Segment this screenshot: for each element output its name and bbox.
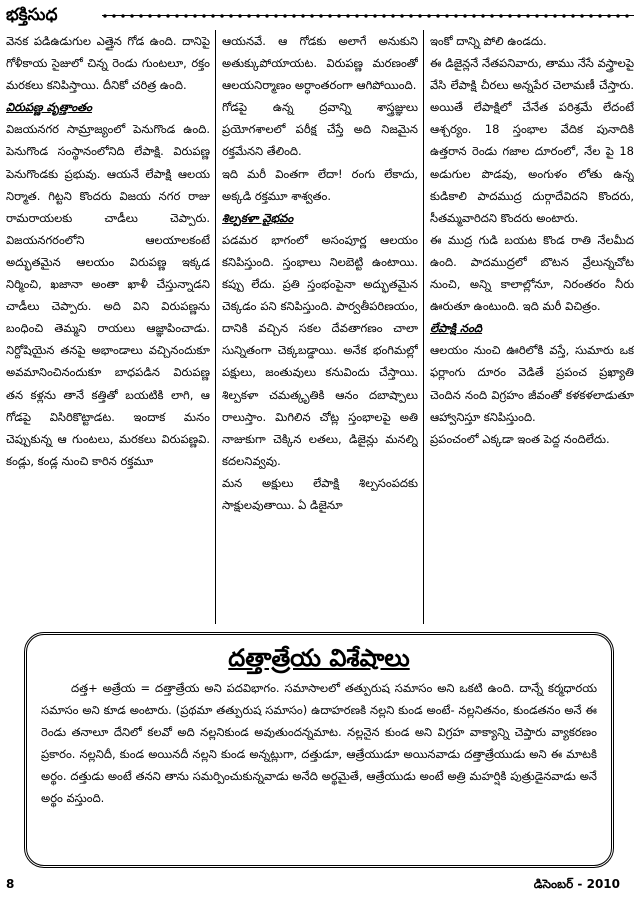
article-columns	[6, 30, 634, 624]
paragraph: ఇంకో దాన్ని పోలి ఉండదు.	[430, 34, 547, 48]
paragraph: ఇది మరీ వింతగా లేదా! రంగు లేకాదు, అక్కడి రక్తమూ శాశ్వతం.	[222, 166, 418, 203]
box-title: దత్తాత్రేయ విశేషాలు	[228, 644, 410, 672]
section-heading-nandi: లేపాక్షి నంది	[430, 321, 483, 336]
paragraph: ఆయనవే. ఆ గోడకు అలాగే అనుకుని అతుక్కుపోయాయట. విరుపణ్ణ మరణంతో ఆలయనిర్మాణం అర్ధాంతరంగా ఆగిపోయింది.	[222, 34, 418, 93]
paragraph: ప్రపంచంలో ఎక్కడా ఇంత పెద్ద నందిలేదు.	[430, 431, 610, 446]
paragraph: విజయనగర సామ్రాజ్యంలో పెనుగొండ ఉంది. పెనుగొండ సంస్థానంలోనిది లేపాక్షి. విరుపణ్ణ పెనుగొండకు ప్రభువు. ఆయనే లేపాక్షి ఆలయ నిర్మాత. గిట్టని కొందరు విజయ నగర రాజు రామరాయలకు చాడీలు చెప్పారు. విజయనగరంలోని ఆలయాలకంటే అద్భుతమైన ఆలయం విరుపణ్ణ ఇక్కడ నిర్మించి, ఖజానా అంతా ఖాళీ చేస్తున్నాడని చాడీలు చెప్పారు. అది విని విరుపణ్ణను బంధించి తెమ్మని రాయలు ఆజ్ఞాపించాడు. నిర్దోషియైన తనపై అభాండాలు వచ్చినందుకూ అవమానించినందుకూ బాధపడిన విరుపణ్ణ తన కళ్లను తానే కత్తితో బయటికి లాగి, ఆ గోడపై విసిరికొట్టాడట. ఇందాక మనం చెప్పుకున్న ఆ గుంటలు, మరకలు విరుపణ్ణవి. కండ్లు, కండ్ల నుంచి కారిన రక్తమూ	[6, 122, 210, 468]
issue-date: డిసెంబర్ - 2010	[533, 877, 620, 891]
paragraph: ఈ డిజైన్లనే నేతపనివారు, తాము నేసే వస్త్రాలపై వేసి లేపాక్షి చీరలు అన్నపేర చెలామణీ చేస్తారు. అయితే లేపాక్షిలో చేనేత పరిశ్రమే లేదంటే ఆశ్చర్యం. 18 స్తంభాల వేదిక పునాదికి ఉత్తరాన రెండు గజాల దూరంలో, నేల పై 18 అడుగుల పొడవు, అంగుళం లోతు ఉన్న కుడికాలి పాదముద్ర దుర్గాదేవిదని కొందరు, సీతమ్మవారిదని కొందరు అంటారు.	[430, 56, 634, 225]
article-column-3	[430, 30, 634, 624]
box-text: దత్త+ అత్రేయ = దత్తాత్రేయ అని పదవిభాగం. సమాసాలలో తత్పురుష సమాసం అని ఒకటి ఉంది. దాన్నే కర్మధారయ సమాసం అని కూడ అంటారు. (ప్రథమా తత్పురుష సమాసం) ఉదాహరణకి నల్లని కుండ అంటే- నల్లనితనం, కుండతనం అనే ఈ రెండు తనాలూ దేనిలో కలవో అది నల్లనికుండ అవుతుందన్నమాట. నల్లనైన కుండ అని విగ్రహ వాక్యాన్ని చెప్తారు వ్యాకరణం ప్రకారం. నల్లనిదీ, కుండ అయినదీ నల్లని కుండ అన్నట్లుగా, దత్తుడూ, ఆత్రేయుడూ అయినవాడు దత్తాత్రేయుడు అని ఈ మాటకి అర్థం. దత్తుడు అంటే తనని తాను సమర్పించుకున్నవాడు అనేది అర్థమైతే, ఆత్రేయుడు అంటే అత్రి మహర్షికి పుత్రుడైనవాడు అనే అర్థం వస్తుంది.	[41, 681, 597, 805]
dattatreya-box	[24, 632, 614, 868]
page-header	[6, 4, 634, 26]
paragraph: గోడపై ఉన్న ద్రవాన్ని శాస్త్రజ్ఞులు ప్రయోగశాలలో పరీక్ష చేస్తే అది నిజమైన రక్తమేనని తేలింది.	[222, 100, 418, 159]
paragraph: పడమర భాగంలో అసంపూర్ణ ఆలయం కనిపిస్తుంది. స్తంభాలు నిలబెట్టి ఉంటాయి. కప్పు లేదు. ప్రతి స్తంభంపైనా అద్భుతమైన చెక్కడం పని కనిపిస్తుంది. పార్వతీపరిణయం, దానికి వచ్చిన సకల దేవతాగణం చాలా సున్నితంగా చెక్కబడ్డాయి. అనేక భంగిమల్లో పక్షులు, జంతువులు కనువిందు చేస్తాయి. శిల్పకళా చమత్కృతికి ఆనం దబాష్పాలు రాలుస్తాం. మిగిలిన చోట్ల స్తంభాలపై అతి నాజుకుగా చెక్కిన లతలు, డిజైన్లు మనల్ని కదలనివ్వవు.	[222, 232, 418, 468]
paragraph: వెనక పడిఉడుగుల ఎత్తైన గోడ ఉంది. దానిపై గోళీకాయ సైజులో చిన్న రెండు గుంటలూ, రక్తం మరకలు కనిపిస్తాయి. దీనికో చరిత్ర ఉంది.	[6, 34, 210, 93]
page-number: 8	[6, 877, 15, 891]
paragraph: ఆలయం నుంచి ఊరిలోకి వస్తే, సుమారు ఒక ఫర్లాంగు దూరం వెడితే ప్రపంచ ప్రఖ్యాతి చెందిన నంది విగ్రహం జీవంతో కళకళలాడుతూ ఆహ్వానిస్తూ కనిపిస్తుంది.	[430, 343, 634, 424]
paragraph: మన అక్షులు లేపాక్షి శిల్పసంపదకు సాక్షులవుతాయి. ఏ డిజైనూ	[222, 475, 418, 512]
column-divider	[215, 30, 216, 624]
paragraph: ఈ ముద్ర గుడి బయట కొండ రాతి నేలమీద ఉంది. పాదముద్రలో బొటన వ్రేలున్నచోట నుంచి, అన్ని కాలాల్లోనూ, నిరంతరం నీరు ఊరుతూ ఉంటుంది. ఇది మరీ విచిత్రం.	[430, 232, 634, 314]
section-heading-sculpture: శిల్పకళా వైభవం	[222, 210, 294, 225]
magazine-title: భక్తిసుధ	[6, 5, 58, 25]
article-column-1	[6, 30, 210, 624]
article-column-2	[222, 30, 418, 624]
column-divider	[423, 30, 424, 624]
section-heading-virupanna: విరుపణ్ణ వృత్తాంతం	[6, 100, 92, 115]
header-ornament	[102, 13, 634, 19]
